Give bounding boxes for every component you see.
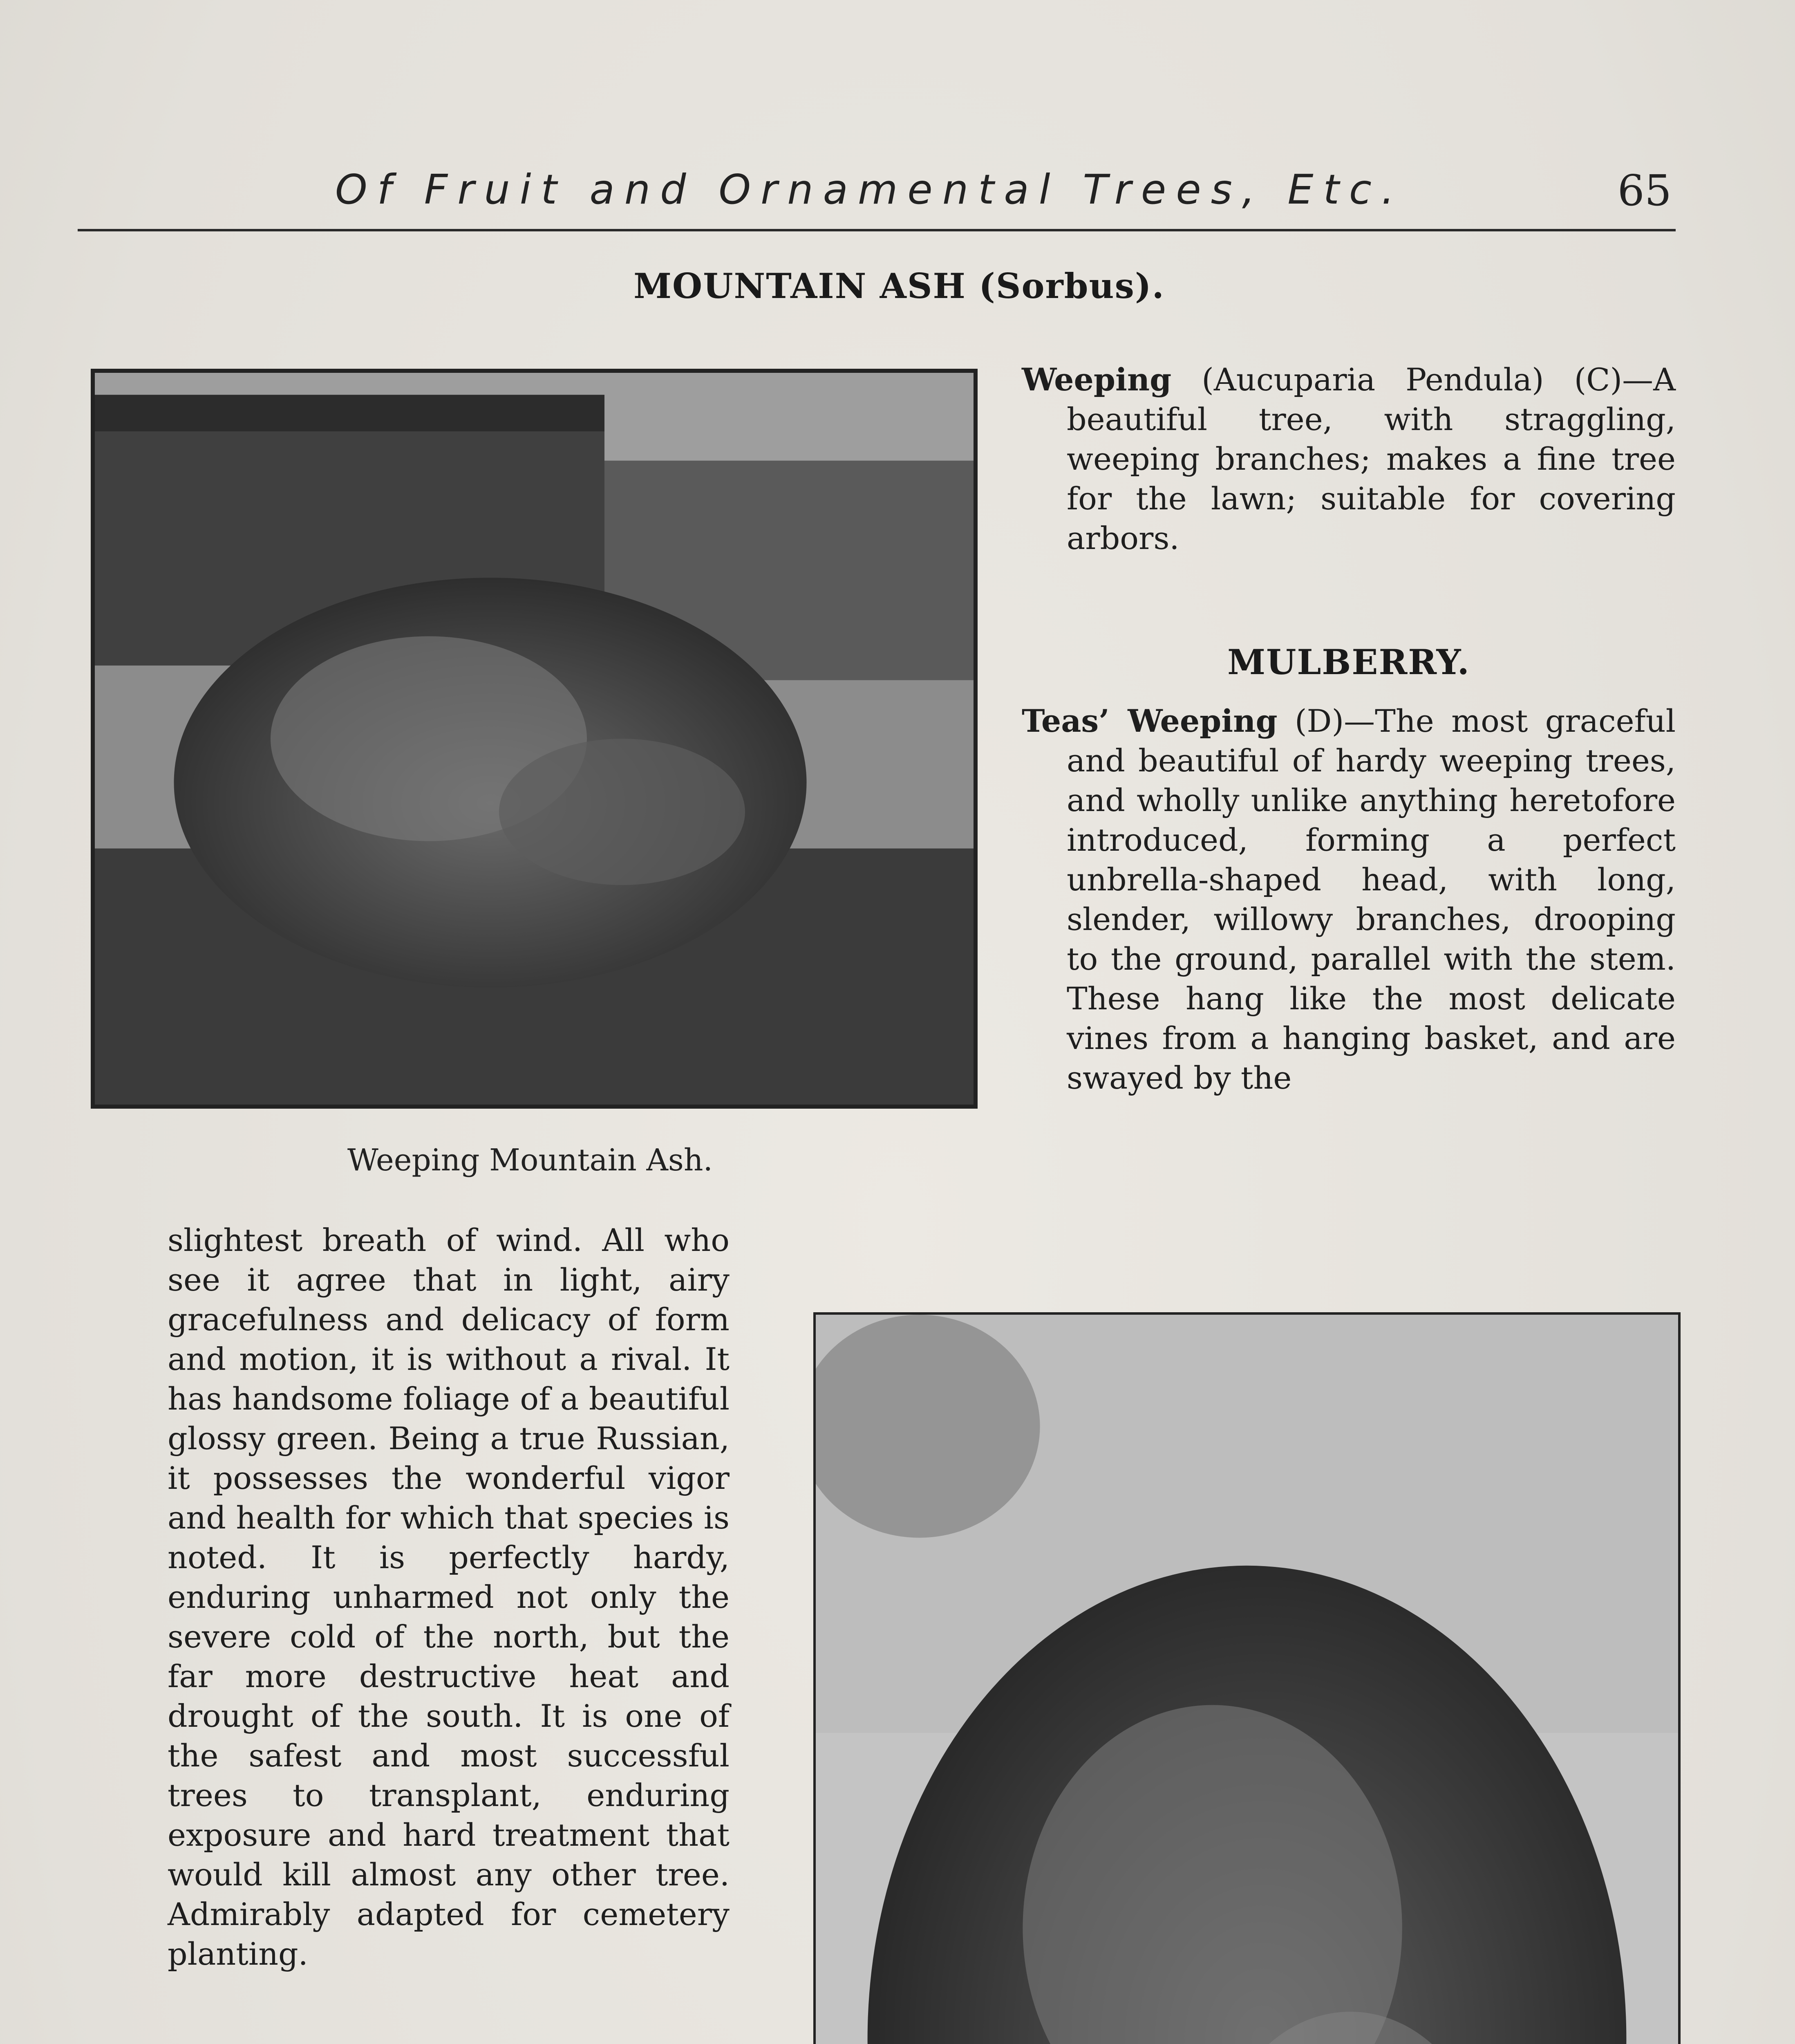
entry-teas-weeping-part2 xyxy=(168,1220,730,1974)
entry-text-weeping: (Aucuparia Pendula) (C)—A beautiful tree, with straggling, weeping branches; makes a fine tree for the lawn; suitable for covering arbors. xyxy=(1067,361,1676,556)
entry-weeping-mountain-ash xyxy=(1022,360,1676,558)
heading-mountain-ash: MOUNTAIN ASH (Sorbus). xyxy=(633,266,1165,306)
running-head xyxy=(78,161,1672,223)
page-number: 65 xyxy=(1617,166,1672,215)
header-rule xyxy=(78,229,1676,231)
entry-name-teas-weeping: Teas’ Weeping xyxy=(1022,703,1278,739)
running-title: Of Fruit and Ornamental Trees, Etc. xyxy=(335,166,1404,213)
mulberry-illustration xyxy=(816,1315,1678,2044)
heading-mulberry: MULBERRY. xyxy=(1227,642,1470,682)
caption-weeping-mountain-ash: Weeping Mountain Ash. xyxy=(347,1143,713,1178)
entry-teas-weeping-part1 xyxy=(1022,701,1676,1098)
entry-name-weeping: Weeping xyxy=(1022,361,1172,398)
entry-text-teas-weeping-1: (D)—The most graceful and beautiful of hardy weeping trees, and wholly unlike anything heretofore introduced, forming a perfect unbrella-shaped head, with long, slender, willowy branches, drooping to the ground, parallel with the stem. These hang like the most delicate vines from a hanging basket, and are swayed by the xyxy=(1067,703,1676,1096)
mountain-ash-illustration xyxy=(95,373,974,1105)
photo-weeping-mountain-ash xyxy=(91,369,978,1109)
entry-text-teas-weeping-2: slightest breath of wind. All who see it agree that in light, airy gracefulness and delicacy of form and motion, it is without a rival. It has handsome foliage of a beautiful glossy green. Being a true Russian, it possesses the wonderful vigor and health for which that species is noted. It is perfectly hardy, enduring unharmed not only the severe cold of the north, but the far more destructive heat and drought of the south. It is one of the safest and most successful trees to transplant, enduring exposure and hard treatment that would kill almost any other tree. Admirably adapted for cemetery planting. xyxy=(168,1222,730,1972)
photo-teas-weeping-mulberry xyxy=(813,1312,1681,2044)
